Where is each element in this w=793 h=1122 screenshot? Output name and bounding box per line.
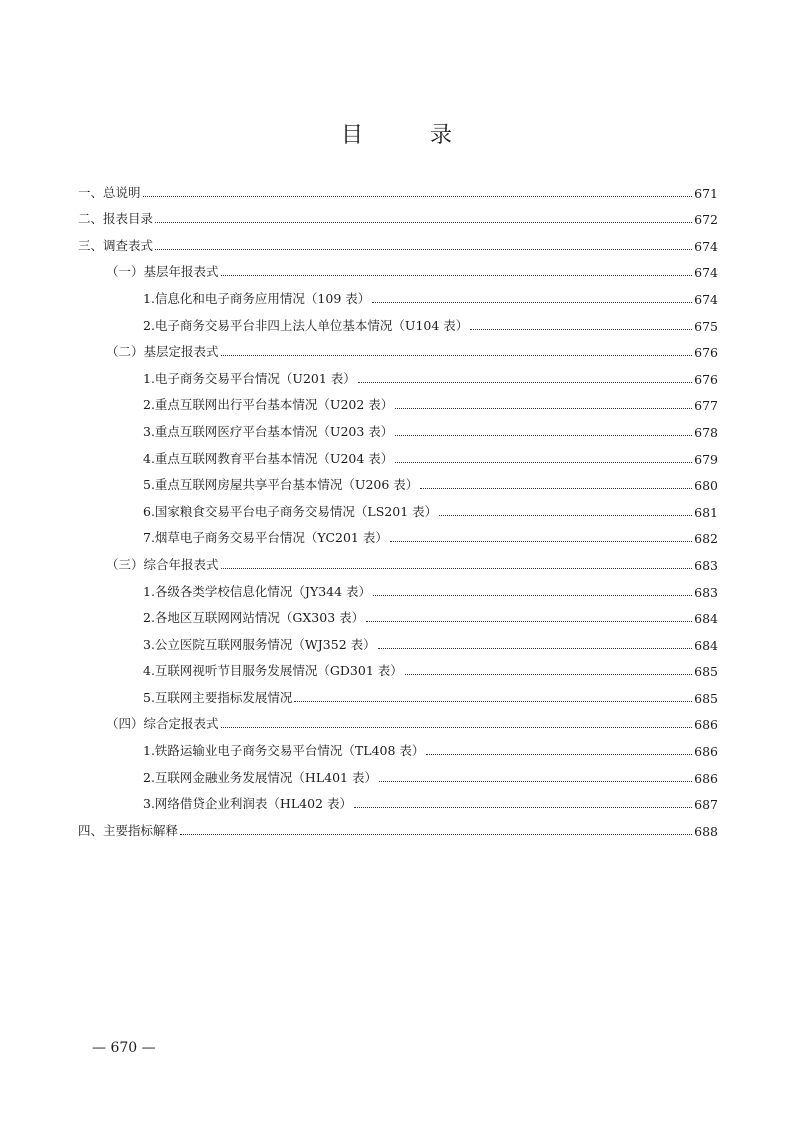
toc-label: 3.网络借贷企业利润表（HL402 表） <box>143 796 352 812</box>
toc-entry-item[interactable] <box>78 362 718 389</box>
toc-label: 1.各级各类学校信息化情况（JY344 表） <box>143 583 372 599</box>
toc-entry-item[interactable] <box>78 282 718 309</box>
toc-page-number: 686 <box>694 770 718 786</box>
toc-entry-report-catalog[interactable] <box>78 203 718 230</box>
toc-page-number: 683 <box>694 557 718 573</box>
toc-page-number: 679 <box>694 451 718 467</box>
toc-entry-item[interactable] <box>78 628 718 655</box>
toc-entry-section[interactable] <box>78 256 718 283</box>
toc-label: 三、调查表式 <box>78 237 154 253</box>
toc-entry-item[interactable] <box>78 309 718 336</box>
toc-label: 4.互联网视听节目服务发展情况（GD301 表） <box>143 663 403 679</box>
toc-label: 5.互联网主要指标发展情况 <box>143 689 293 705</box>
toc-label: （一）基层年报表式 <box>106 264 219 280</box>
toc-entry-item[interactable] <box>78 681 718 708</box>
toc-page-number: 684 <box>694 637 718 653</box>
toc-page-number: 683 <box>694 584 718 600</box>
toc-page-number: 676 <box>694 371 718 387</box>
toc-entry-item[interactable] <box>78 655 718 682</box>
toc-entry-item[interactable] <box>78 788 718 815</box>
dot-leader <box>395 435 692 436</box>
toc-label: 四、主要指标解释 <box>78 822 179 838</box>
toc-entry-item[interactable] <box>78 389 718 416</box>
toc-label: （四）综合定报表式 <box>106 716 219 732</box>
toc-label: 2.互联网金融业务发展情况（HL401 表） <box>143 769 377 785</box>
toc-page-number: 686 <box>694 717 718 733</box>
dot-leader <box>221 727 693 728</box>
toc-label: 2.各地区互联网网站情况（GX303 表） <box>143 610 365 626</box>
toc-label: 6.国家粮食交易平台电子商务交易情况（LS201 表） <box>143 503 438 519</box>
dot-leader <box>155 222 692 223</box>
toc-entry-item[interactable] <box>78 442 718 469</box>
toc-label: 1.信息化和电子商务应用情况（109 表） <box>143 290 371 306</box>
toc-label: 2.重点互联网出行平台基本情况（U202 表） <box>143 397 394 413</box>
dot-leader <box>354 807 692 808</box>
dot-leader <box>221 355 693 356</box>
dot-leader <box>180 834 692 835</box>
toc-page-number: 682 <box>694 531 718 547</box>
dot-leader <box>221 568 693 569</box>
toc-page-number: 687 <box>694 797 718 813</box>
toc-label: 4.重点互联网教育平台基本情况（U204 表） <box>143 450 394 466</box>
page-number-footer: — 670 — <box>92 1040 156 1056</box>
toc-entry-section[interactable] <box>78 548 718 575</box>
toc-label: 3.公立医院互联网服务情况（WJ352 表） <box>143 636 376 652</box>
toc-page-number: 680 <box>694 478 718 494</box>
dot-leader <box>366 621 692 622</box>
page-title: 目 录 <box>341 123 482 148</box>
dot-leader <box>470 329 692 330</box>
toc-entry-section[interactable] <box>78 708 718 735</box>
toc-entry-item[interactable] <box>78 469 718 496</box>
toc-entry-item[interactable] <box>78 761 718 788</box>
toc-page-number: 681 <box>694 504 718 520</box>
table-of-contents <box>78 176 718 841</box>
toc-page-number: 677 <box>694 398 718 414</box>
toc-entry-survey-forms[interactable] <box>78 229 718 256</box>
toc-entry-item[interactable] <box>78 734 718 761</box>
dot-leader <box>378 648 693 649</box>
toc-label: 3.重点互联网医疗平台基本情况（U203 表） <box>143 423 394 439</box>
toc-label: （三）综合年报表式 <box>106 556 219 572</box>
toc-page-number: 678 <box>694 424 718 440</box>
dot-leader <box>390 541 692 542</box>
toc-page-number: 688 <box>694 823 718 839</box>
toc-entry-general-notes[interactable] <box>78 176 718 203</box>
toc-label: 一、总说明 <box>78 184 141 200</box>
dot-leader <box>379 781 692 782</box>
toc-page-number: 686 <box>694 744 718 760</box>
dot-leader <box>426 754 692 755</box>
toc-page-number: 671 <box>694 185 718 201</box>
dot-leader <box>420 488 692 489</box>
toc-entry-item[interactable] <box>78 575 718 602</box>
toc-page-number: 685 <box>694 690 718 706</box>
toc-entry-indicator-definitions[interactable] <box>78 814 718 841</box>
dot-leader <box>143 196 693 197</box>
toc-label: 2.电子商务交易平台非四上法人单位基本情况（U104 表） <box>143 317 469 333</box>
toc-page-number: 674 <box>694 238 718 254</box>
dot-leader <box>221 275 693 276</box>
dot-leader <box>373 595 692 596</box>
dot-leader <box>358 382 692 383</box>
toc-page-number: 676 <box>694 345 718 361</box>
toc-page-number: 672 <box>694 212 718 228</box>
dot-leader <box>439 515 692 516</box>
toc-label: 7.烟草电子商务交易平台情况（YC201 表） <box>143 530 388 546</box>
dot-leader <box>294 701 692 702</box>
toc-page-number: 674 <box>694 265 718 281</box>
dot-leader <box>395 462 692 463</box>
toc-label: 二、报表目录 <box>78 211 154 227</box>
toc-page-number: 685 <box>694 664 718 680</box>
dot-leader <box>372 302 692 303</box>
toc-label: 1.铁路运输业电子商务交易平台情况（TL408 表） <box>143 743 425 759</box>
toc-page-number: 675 <box>694 318 718 334</box>
dot-leader <box>405 674 692 675</box>
toc-label: 5.重点互联网房屋共享平台基本情况（U206 表） <box>143 477 419 493</box>
toc-label: （二）基层定报表式 <box>106 344 219 360</box>
toc-entry-section[interactable] <box>78 336 718 363</box>
toc-entry-item[interactable] <box>78 495 718 522</box>
dot-leader <box>395 408 692 409</box>
toc-entry-item[interactable] <box>78 602 718 629</box>
dot-leader <box>155 249 692 250</box>
toc-page-number: 684 <box>694 611 718 627</box>
toc-label: 1.电子商务交易平台情况（U201 表） <box>143 370 356 386</box>
toc-entry-item[interactable] <box>78 522 718 549</box>
toc-entry-item[interactable] <box>78 415 718 442</box>
toc-page-number: 674 <box>694 291 718 307</box>
